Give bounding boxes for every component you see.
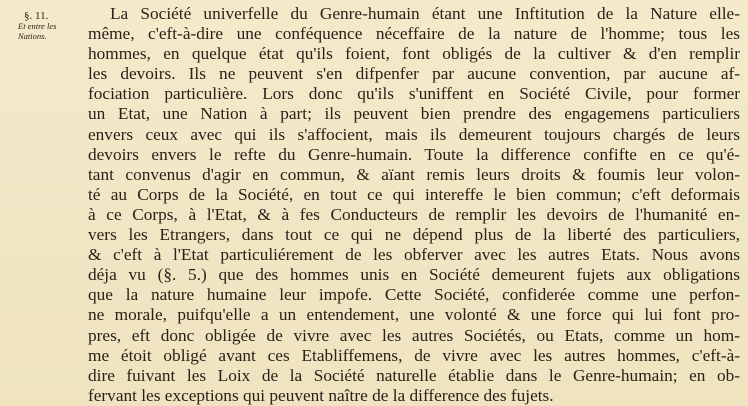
text-line: déja vu (§. 5.) que des hommes unis en Société demeurent fujets aux obligations	[88, 265, 740, 285]
margin-note	[18, 10, 78, 41]
text-line: me étoit obligé avant ces Etabliffemens, de vivre avec les autres hommes, c'eft-à-	[88, 345, 740, 365]
section-number: §. 11.	[24, 10, 49, 22]
text-line: vers les Etrangers, dans tout ce qui ne dépend plus de la liberté des particuliers,	[88, 225, 740, 245]
text-line: les devoirs. Ils ne peuvent s'en difpenfer par aucune convention, par aucune af-	[88, 64, 740, 84]
margin-subtitle-line-2: Nations.	[18, 30, 47, 41]
text-line: dire fuivant les Loix de la Société naturelle établie dans le Genre-humain; en ob-	[88, 365, 740, 385]
text-line: & c'eft à l'Etat particuliérement de les obferver avec les autres Etats. Nous avons	[88, 245, 740, 265]
text-line: fociation particulière. Lors donc qu'ils s'uniffent en Société Civile, pour former	[88, 84, 740, 104]
text-line: un Etat, une Nation à part; ils peuvent bien prendre des engagemens particuliers	[88, 104, 740, 124]
text-line: hommes, en quelque état qu'ils foient, font obligés de la cultiver & d'en remplir	[88, 44, 740, 64]
paragraph	[88, 4, 740, 406]
text-line: pres, eft donc obligée de vivre avec les autres Sociétés, ou Etats, comme un hom-	[88, 325, 740, 345]
text-line: fervant les exceptions qui peuvent naître de la difference des fujets.	[88, 385, 554, 405]
text-line: devoirs envers le refte du Genre-humain. Toute la difference confifte en ce qu'é-	[88, 144, 740, 164]
text-line: tant convenus d'agir en commun, & aïant remis leurs droits & foumis leur volon-	[88, 164, 740, 184]
text-line: té au Corps de la Société, en tout ce qui intereffe le bien commun; c'eft deformais	[88, 184, 740, 204]
text-line: à ce Corps, à l'Etat, & à fes Conducteurs de remplir les devoirs de l'humanité en-	[88, 204, 740, 224]
text-line: La Société univerfelle du Genre-humain étant une Inftitution de la Nature elle-	[110, 4, 740, 23]
text-line: même, c'eft-à-dire une conféquence néceffaire de la nature de l'homme; tous les	[88, 24, 740, 44]
text-line: que la nature humaine leur impofe. Cette Société, confiderée comme une perfon-	[88, 285, 740, 305]
text-line: ne morale, puifqu'elle a un entendement, une volonté & une force qui lui font pro-	[88, 305, 740, 325]
margin-subtitle-line-1: Et entre les	[18, 21, 57, 31]
text-line: envers ceux avec qui ils s'affocient, mais ils demeurent toujours chargés de leurs	[88, 124, 740, 144]
